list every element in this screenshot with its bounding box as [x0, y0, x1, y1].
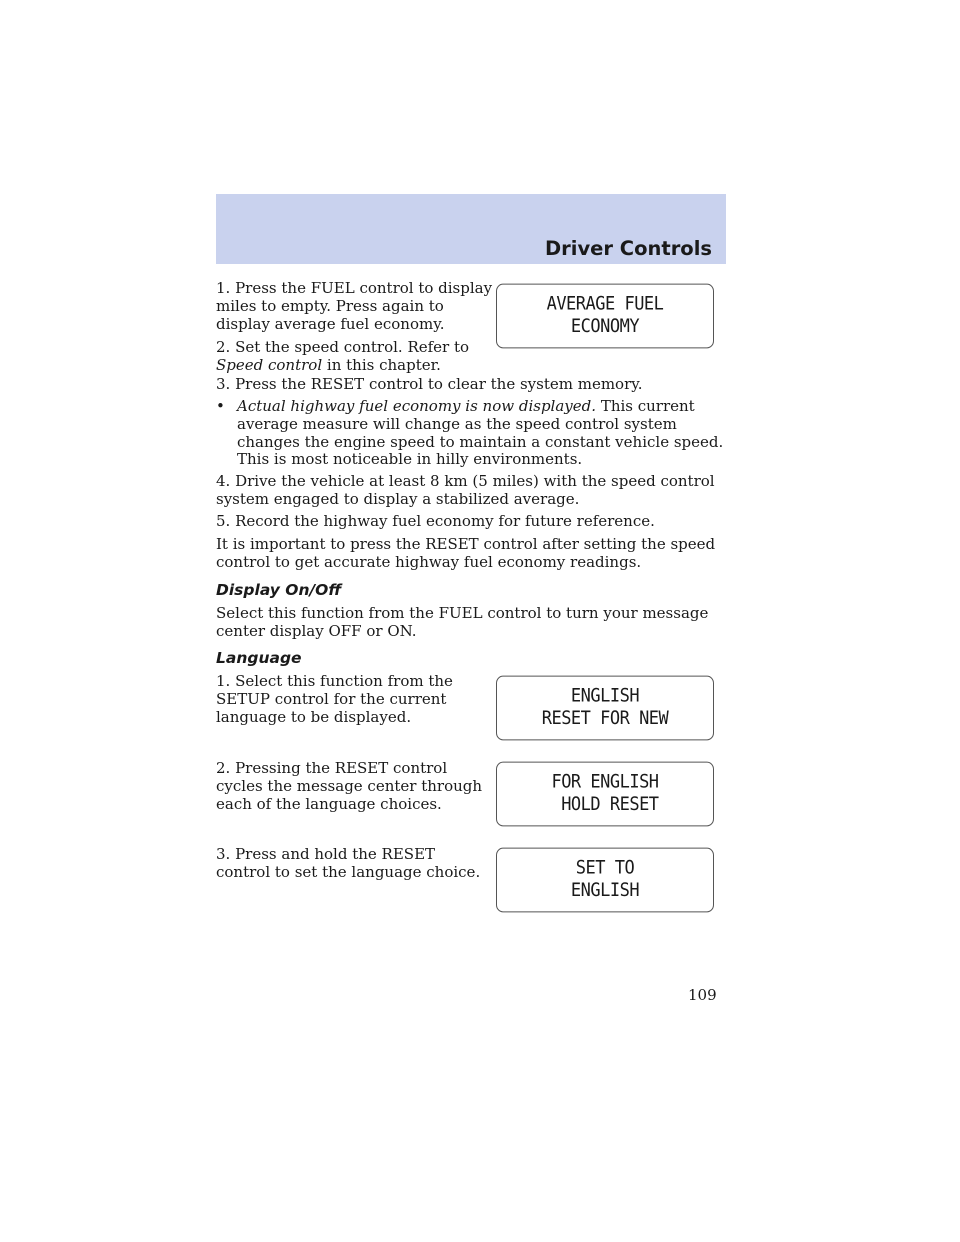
fuel-note: It is important to press the RESET control after setting the speed control to get accurate highway fuel economy readings.	[216, 535, 716, 571]
language-step-3	[216, 846, 480, 882]
display-line: ENGLISH	[570, 880, 640, 902]
speed-control-reference: Speed control	[216, 355, 323, 374]
fuel-step-1	[216, 280, 492, 333]
message-center-display-hold-reset	[496, 762, 714, 827]
message-center-display-set-to-english	[496, 848, 714, 913]
text-line	[216, 357, 469, 375]
text-line: miles to empty. Press again to	[216, 296, 444, 315]
message-center-display-english	[496, 676, 714, 741]
display-line: ECONOMY	[570, 316, 640, 338]
fuel-bullet-item	[237, 398, 727, 469]
text-line: 2. Pressing the RESET control	[216, 759, 448, 777]
display-line: HOLD RESET	[551, 794, 659, 816]
display-line: AVERAGE FUEL	[546, 293, 664, 315]
language-step-1	[216, 673, 453, 726]
text-line: language to be displayed.	[216, 707, 412, 726]
text-line: SETUP control for the current	[216, 689, 447, 708]
text-line: 2. Set the speed control. Refer to	[216, 338, 470, 356]
text-span: in this chapter.	[326, 355, 441, 374]
bullet-text: This current average measure will change as the speed control system changes the engine speed to maintain a constant vehicle speed. This is most noticeable in hilly environments.	[237, 397, 724, 469]
display-on-off-heading: Display On/Off	[216, 581, 342, 599]
text-line: each of the language choices.	[216, 794, 442, 813]
display-line: ENGLISH	[570, 685, 640, 707]
text-line: display average fuel economy.	[216, 314, 445, 333]
display-line: FOR ENGLISH	[551, 771, 659, 793]
display-line: RESET FOR NEW	[541, 708, 669, 730]
fuel-step-4: 4. Drive the vehicle at least 8 km (5 miles) with the speed control system engaged to display a stabilized average.	[216, 472, 715, 508]
language-step-2	[216, 760, 482, 813]
fuel-step-3: 3. Press the RESET control to clear the system memory.	[216, 375, 643, 393]
display-line: SET TO	[575, 857, 635, 879]
text-line: 1. Select this function from the	[216, 672, 453, 690]
message-center-display-average-fuel	[496, 284, 714, 349]
fuel-step-5: 5. Record the highway fuel economy for future reference.	[216, 512, 655, 530]
bullet-symbol: •	[216, 397, 225, 415]
language-heading: Language	[216, 649, 302, 667]
text-line: 3. Press and hold the RESET	[216, 845, 436, 863]
bullet-italic-text: Actual highway fuel economy is now displayed.	[237, 397, 597, 415]
text-line: cycles the message center through	[216, 776, 483, 795]
section-header-band	[216, 194, 726, 264]
display-on-off-text: Select this function from the FUEL control to turn your message center display OFF or ON.	[216, 604, 709, 640]
section-title: Driver Controls	[544, 237, 712, 260]
text-line: control to set the language choice.	[216, 862, 481, 881]
page-number: 109	[688, 986, 717, 1004]
fuel-step-2	[216, 339, 469, 375]
text-line: 1. Press the FUEL control to display	[216, 279, 493, 297]
